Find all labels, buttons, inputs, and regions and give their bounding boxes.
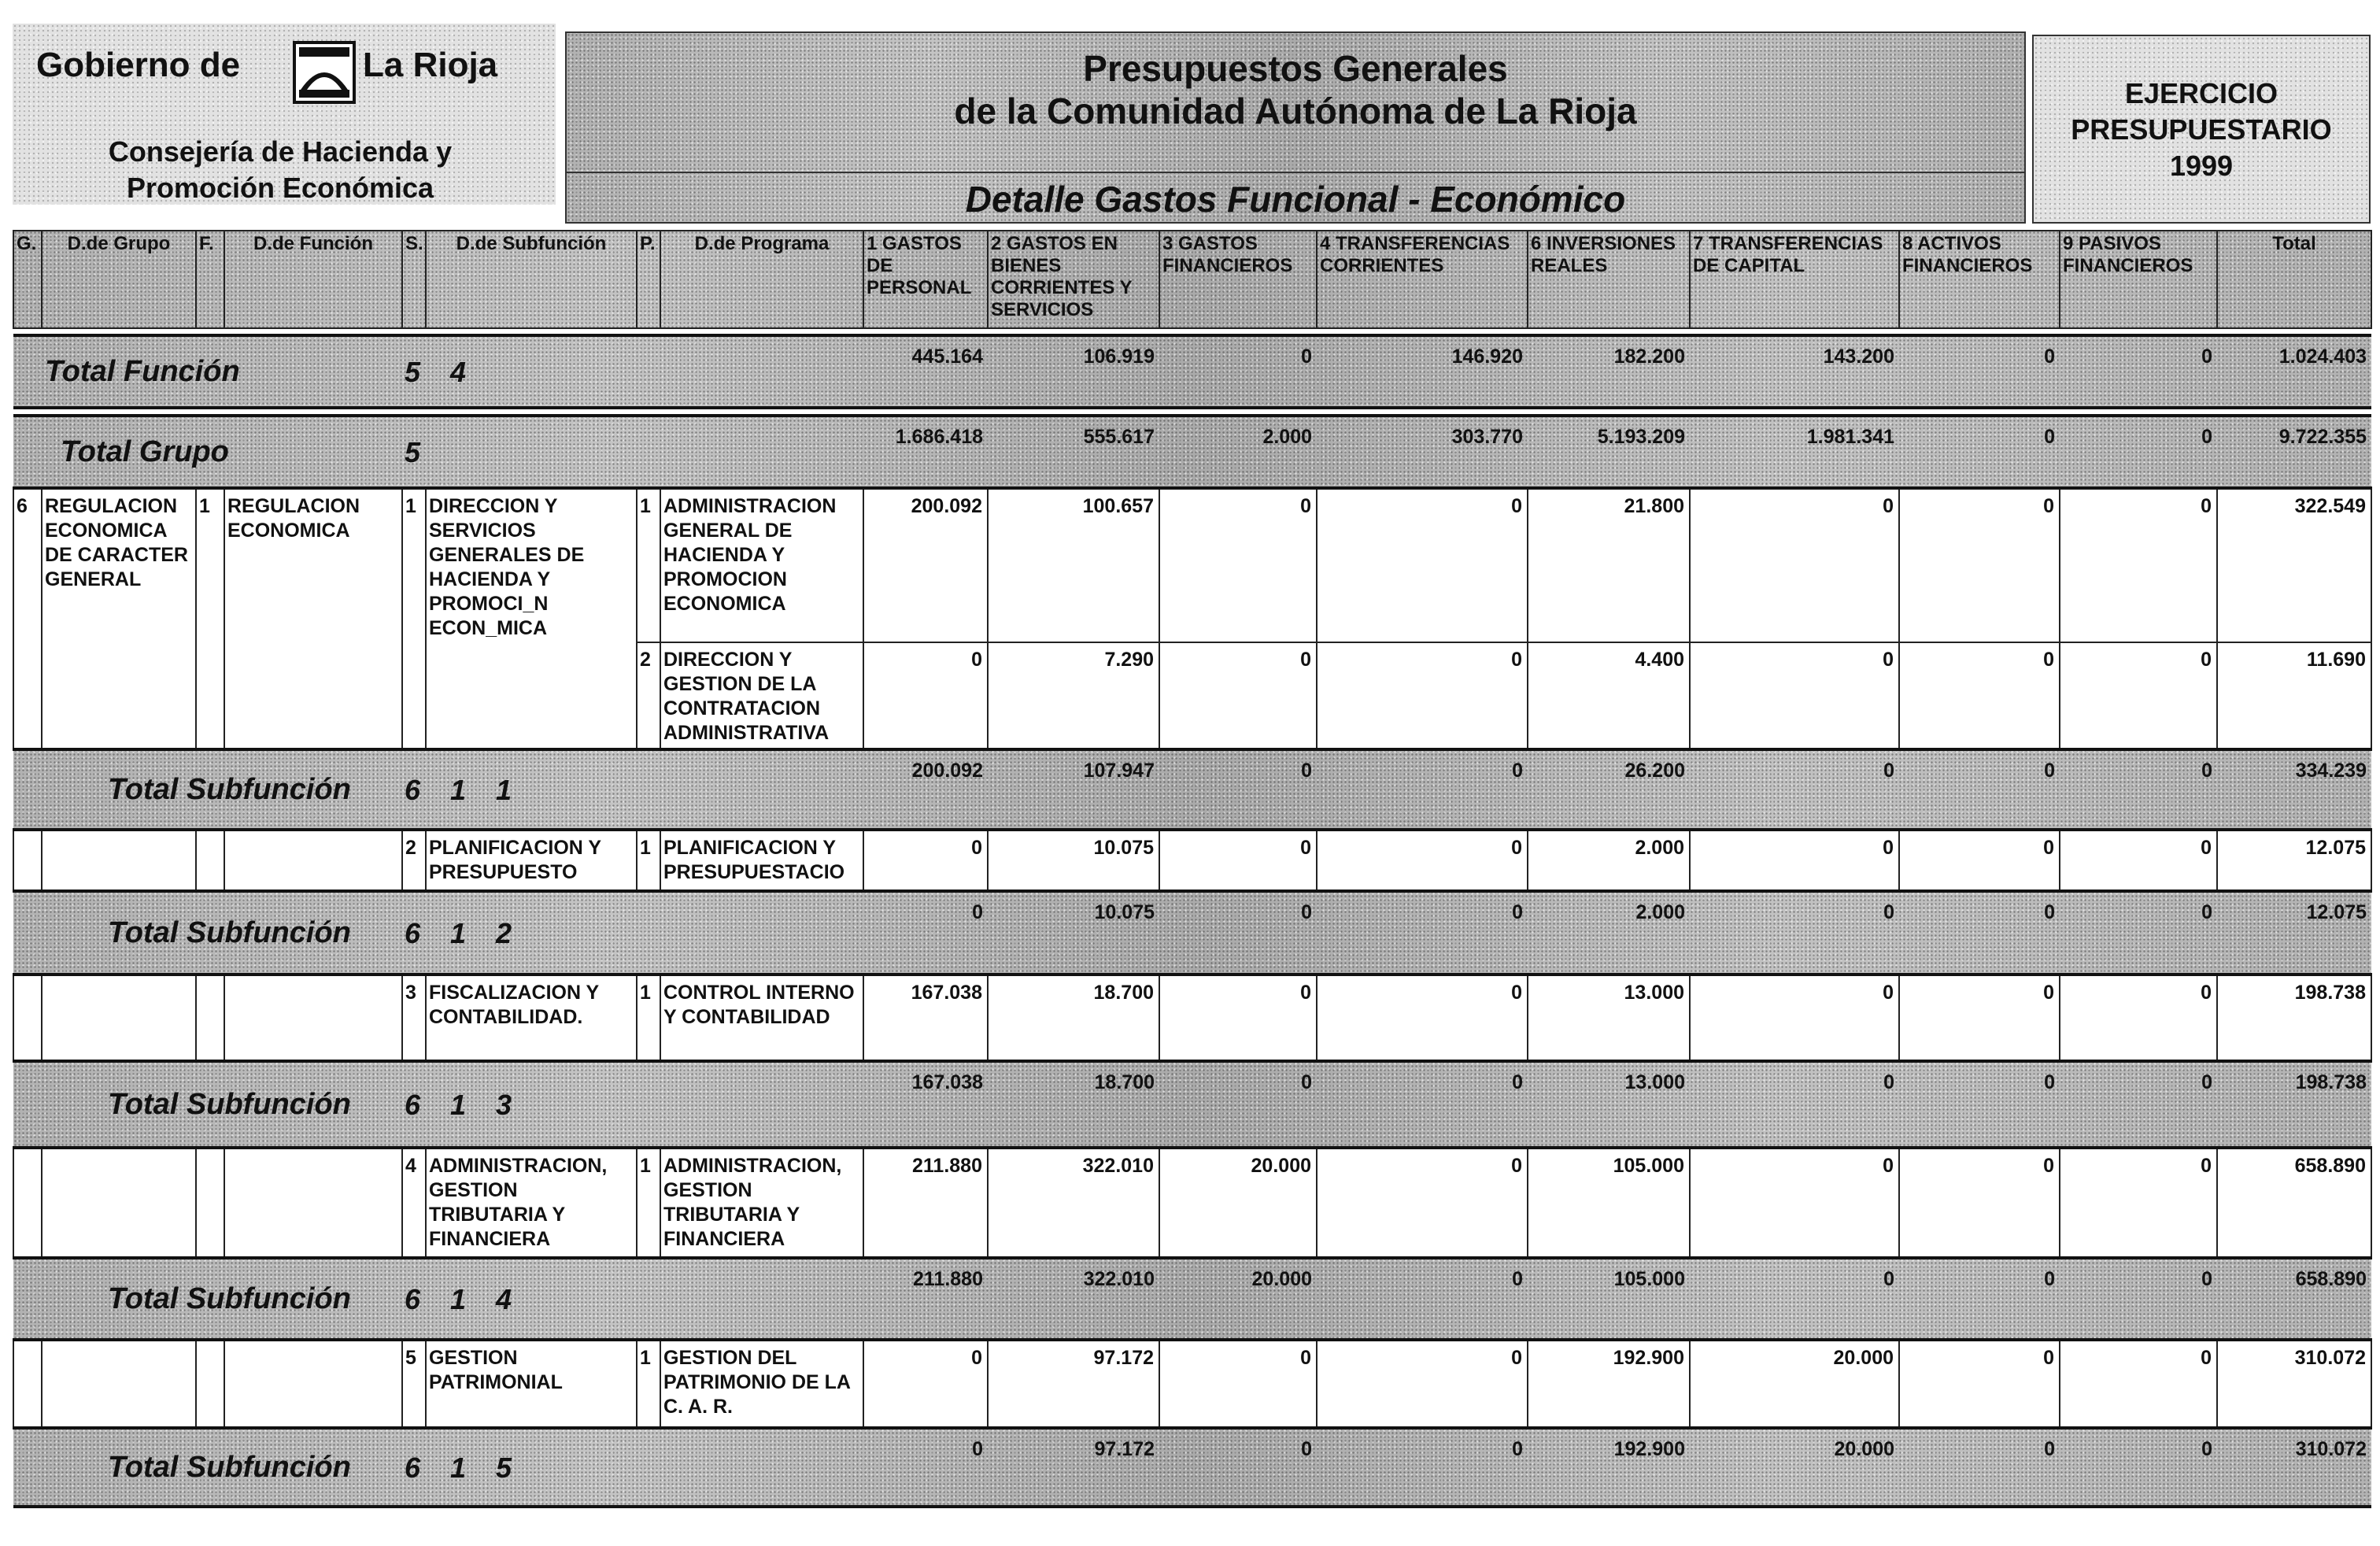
empty-cell <box>224 830 402 891</box>
total-cell: 105.000 <box>1528 1258 1690 1340</box>
empty-cell <box>224 1148 402 1258</box>
total-cell: 107.947 <box>988 749 1159 830</box>
total-cell: 0 <box>2060 891 2217 975</box>
program-code: 1 <box>637 488 660 642</box>
empty-cell <box>196 1340 224 1428</box>
col-pasivos-financieros: 9 PASIVOS FINANCIEROS <box>2060 231 2217 328</box>
consejeria-line-1: Consejería de Hacienda y <box>108 135 453 168</box>
value-cell: 10.075 <box>988 830 1159 891</box>
total-cell: 0 <box>1899 1061 2060 1148</box>
col-gastos-bienes: 2 GASTOS EN BIENES CORRIENTES Y SERVICIOS <box>988 231 1159 328</box>
title-line-2: de la Comunidad Autónoma de La Rioja <box>954 91 1637 131</box>
value-cell: 0 <box>1899 488 2060 642</box>
total-grupo-row <box>13 416 2371 488</box>
value-cell: 0 <box>2060 1340 2217 1428</box>
total-cell: 0 <box>2060 1061 2217 1148</box>
title-line-1: Presupuestos Generales <box>1083 48 1508 89</box>
table-row <box>13 488 2371 642</box>
value-cell: 0 <box>2060 488 2217 642</box>
value-cell: 211.880 <box>863 1148 988 1258</box>
subfunction-description: GESTION PATRIMONIAL <box>426 1340 637 1428</box>
total-row-codes: 6 1 5 <box>402 1428 863 1507</box>
total-funcion-row <box>13 335 2371 408</box>
program-description: CONTROL INTERNO Y CONTABILIDAD <box>660 975 863 1061</box>
subfunction-code: 1 <box>402 488 426 749</box>
total-cell: 143.200 <box>1690 335 1899 408</box>
value-cell: 0 <box>1159 642 1317 749</box>
program-code: 1 <box>637 975 660 1061</box>
total-cell: 0 <box>1899 749 2060 830</box>
total-cell: 445.164 <box>863 335 988 408</box>
total-cell: 198.738 <box>2217 1061 2371 1148</box>
la-rioja-logo-icon <box>293 41 356 104</box>
total-row-label: Total Subfunción <box>13 891 402 975</box>
total-cell: 0 <box>1899 1428 2060 1507</box>
total-cell: 0 <box>1159 749 1317 830</box>
consejeria-text <box>44 134 516 206</box>
total-cell: 1.686.418 <box>863 416 988 488</box>
col-activos-financieros: 8 ACTIVOS FINANCIEROS <box>1899 231 2060 328</box>
value-cell: 11.690 <box>2217 642 2371 749</box>
total-row-codes: 6 1 2 <box>402 891 863 975</box>
value-cell: 0 <box>1159 1340 1317 1428</box>
total-row-label: Total Subfunción <box>13 1258 402 1340</box>
total-cell: 0 <box>1317 749 1528 830</box>
program-code: 1 <box>637 1340 660 1428</box>
total-cell: 182.200 <box>1528 335 1690 408</box>
col-gastos-financieros: 3 GASTOS FINANCIEROS <box>1159 231 1317 328</box>
value-cell: 21.800 <box>1528 488 1690 642</box>
ejercicio-line-1: EJERCICIO <box>2124 77 2278 109</box>
col-g: G. <box>13 231 42 328</box>
subfunction-description: PLANIFICACION Y PRESUPUESTO <box>426 830 637 891</box>
total-cell: 2.000 <box>1528 891 1690 975</box>
value-cell: 198.738 <box>2217 975 2371 1061</box>
ejercicio-line-2: PRESUPUESTARIO <box>2071 113 2332 146</box>
total-cell: 0 <box>1159 1428 1317 1507</box>
total-subfuncion-row <box>13 1428 2371 1507</box>
value-cell: 192.900 <box>1528 1340 1690 1428</box>
column-header-row <box>13 231 2371 328</box>
total-cell: 5.193.209 <box>1528 416 1690 488</box>
value-cell: 0 <box>1899 1340 2060 1428</box>
group-code: 6 <box>13 488 42 749</box>
total-subfuncion-row <box>13 749 2371 830</box>
value-cell: 0 <box>1690 830 1899 891</box>
value-cell: 0 <box>1159 488 1317 642</box>
consejeria-line-2: Promoción Económica <box>126 172 434 204</box>
col-transferencias-capital: 7 TRANSFERENCIAS DE CAPITAL <box>1690 231 1899 328</box>
total-row-label: Total Función <box>13 335 402 408</box>
table-row <box>13 975 2371 1061</box>
header-fiscal-year <box>2032 35 2371 224</box>
total-cell: 310.072 <box>2217 1428 2371 1507</box>
subfunction-description: FISCALIZACION Y CONTABILIDAD. <box>426 975 637 1061</box>
value-cell: 0 <box>2060 1148 2217 1258</box>
total-row-codes: 5 <box>402 416 863 488</box>
value-cell: 322.010 <box>988 1148 1159 1258</box>
empty-cell <box>196 830 224 891</box>
total-cell: 1.981.341 <box>1690 416 1899 488</box>
total-cell: 192.900 <box>1528 1428 1690 1507</box>
value-cell: 0 <box>1159 830 1317 891</box>
empty-cell <box>224 975 402 1061</box>
value-cell: 0 <box>1690 642 1899 749</box>
empty-cell <box>224 1340 402 1428</box>
gobierno-text: Gobierno de <box>36 46 241 84</box>
total-cell: 167.038 <box>863 1061 988 1148</box>
program-description: PLANIFICACION Y PRESUPUESTACIO <box>660 830 863 891</box>
value-cell: 20.000 <box>1690 1340 1899 1428</box>
total-cell: 211.880 <box>863 1258 988 1340</box>
value-cell: 18.700 <box>988 975 1159 1061</box>
table-row <box>13 1148 2371 1258</box>
budget-page <box>13 24 2371 1543</box>
group-description: REGULACION ECONOMICA DE CARACTER GENERAL <box>42 488 196 749</box>
total-cell: 658.890 <box>2217 1258 2371 1340</box>
total-cell: 0 <box>1690 1061 1899 1148</box>
col-inversiones-reales: 6 INVERSIONES REALES <box>1528 231 1690 328</box>
value-cell: 0 <box>1899 975 2060 1061</box>
value-cell: 0 <box>1690 488 1899 642</box>
value-cell: 167.038 <box>863 975 988 1061</box>
subfunction-code: 5 <box>402 1340 426 1428</box>
value-cell: 0 <box>2060 830 2217 891</box>
total-cell: 555.617 <box>988 416 1159 488</box>
col-d-grupo: D.de Grupo <box>42 231 196 328</box>
total-cell: 26.200 <box>1528 749 1690 830</box>
ejercicio-label <box>2034 76 2369 184</box>
program-description: GESTION DEL PATRIMONIO DE LA C. A. R. <box>660 1340 863 1428</box>
value-cell: 0 <box>1899 642 2060 749</box>
col-d-funcion: D.de Función <box>224 231 402 328</box>
empty-cell <box>42 1340 196 1428</box>
total-cell: 0 <box>1899 335 2060 408</box>
value-cell: 0 <box>1317 830 1528 891</box>
total-cell: 0 <box>1317 1061 1528 1148</box>
program-code: 1 <box>637 830 660 891</box>
value-cell: 100.657 <box>988 488 1159 642</box>
total-cell: 0 <box>1690 1258 1899 1340</box>
value-cell: 4.400 <box>1528 642 1690 749</box>
total-cell: 0 <box>2060 335 2217 408</box>
total-cell: 0 <box>2060 416 2217 488</box>
la-rioja-text: La Rioja <box>363 46 498 84</box>
header-title-block <box>565 31 2026 224</box>
value-cell: 0 <box>1899 830 2060 891</box>
total-cell: 18.700 <box>988 1061 1159 1148</box>
total-cell: 20.000 <box>1690 1428 1899 1507</box>
total-cell: 0 <box>1159 1061 1317 1148</box>
empty-cell <box>42 1148 196 1258</box>
program-description: DIRECCION Y GESTION DE LA CONTRATACION ADMINISTRATIVA <box>660 642 863 749</box>
value-cell: 20.000 <box>1159 1148 1317 1258</box>
value-cell: 0 <box>863 1340 988 1428</box>
value-cell: 105.000 <box>1528 1148 1690 1258</box>
total-cell: 97.172 <box>988 1428 1159 1507</box>
col-total: Total <box>2217 231 2371 328</box>
value-cell: 658.890 <box>2217 1148 2371 1258</box>
col-transferencias-corrientes: 4 TRANSFERENCIAS CORRIENTES <box>1317 231 1528 328</box>
value-cell: 0 <box>2060 975 2217 1061</box>
total-cell: 10.075 <box>988 891 1159 975</box>
total-cell: 0 <box>863 891 988 975</box>
total-cell: 20.000 <box>1159 1258 1317 1340</box>
value-cell: 0 <box>1317 488 1528 642</box>
value-cell: 0 <box>863 642 988 749</box>
function-code: 1 <box>196 488 224 749</box>
total-cell: 0 <box>1690 891 1899 975</box>
value-cell: 0 <box>863 830 988 891</box>
document-title <box>567 47 2024 132</box>
value-cell: 0 <box>1317 642 1528 749</box>
table-row <box>13 1340 2371 1428</box>
col-f: F. <box>196 231 224 328</box>
value-cell: 0 <box>1317 1340 1528 1428</box>
total-subfuncion-row <box>13 1258 2371 1340</box>
value-cell: 0 <box>1317 1148 1528 1258</box>
total-cell: 0 <box>863 1428 988 1507</box>
value-cell: 0 <box>1317 975 1528 1061</box>
total-subfuncion-row <box>13 891 2371 975</box>
value-cell: 0 <box>2060 642 2217 749</box>
total-cell: 0 <box>1690 749 1899 830</box>
value-cell: 0 <box>1690 1148 1899 1258</box>
total-cell: 106.919 <box>988 335 1159 408</box>
program-description: ADMINISTRACION, GESTION TRIBUTARIA Y FINANCIERA <box>660 1148 863 1258</box>
total-cell: 0 <box>1899 891 2060 975</box>
total-row-label: Total Subfunción <box>13 1061 402 1148</box>
document-subtitle: Detalle Gastos Funcional - Económico <box>965 179 1626 220</box>
total-cell: 0 <box>2060 1258 2217 1340</box>
total-cell: 0 <box>2060 1428 2217 1507</box>
total-row-label: Total Grupo <box>13 416 402 488</box>
value-cell: 0 <box>1159 975 1317 1061</box>
empty-cell <box>13 1148 42 1258</box>
total-cell: 303.770 <box>1317 416 1528 488</box>
value-cell: 322.549 <box>2217 488 2371 642</box>
total-cell: 0 <box>1317 1258 1528 1340</box>
table-row <box>13 830 2371 891</box>
total-subfuncion-row <box>13 1061 2371 1148</box>
empty-cell <box>196 975 224 1061</box>
title-divider <box>567 172 2024 173</box>
program-code: 1 <box>637 1148 660 1258</box>
program-description: ADMINISTRACION GENERAL DE HACIENDA Y PROMOCION ECONOMICA <box>660 488 863 642</box>
total-cell: 334.239 <box>2217 749 2371 830</box>
total-row-codes: 6 1 1 <box>402 749 863 830</box>
total-cell: 13.000 <box>1528 1061 1690 1148</box>
value-cell: 310.072 <box>2217 1340 2371 1428</box>
empty-cell <box>13 975 42 1061</box>
col-p: P. <box>637 231 660 328</box>
col-d-subfuncion: D.de Subfunción <box>426 231 637 328</box>
budget-table <box>13 230 2371 1508</box>
header-institution <box>13 24 556 205</box>
program-code: 2 <box>637 642 660 749</box>
subfunction-code: 3 <box>402 975 426 1061</box>
empty-cell <box>42 975 196 1061</box>
subfunction-description: DIRECCION Y SERVICIOS GENERALES DE HACIENDA Y PROMOCI_N ECON_MICA <box>426 488 637 749</box>
total-row-label: Total Subfunción <box>13 1428 402 1507</box>
total-row-label: Total Subfunción <box>13 749 402 830</box>
total-cell: 200.092 <box>863 749 988 830</box>
col-d-programa: D.de Programa <box>660 231 863 328</box>
subfunction-code: 2 <box>402 830 426 891</box>
value-cell: 7.290 <box>988 642 1159 749</box>
subfunction-code: 4 <box>402 1148 426 1258</box>
total-cell: 322.010 <box>988 1258 1159 1340</box>
empty-cell <box>42 830 196 891</box>
value-cell: 2.000 <box>1528 830 1690 891</box>
total-row-codes: 6 1 3 <box>402 1061 863 1148</box>
total-cell: 0 <box>2060 749 2217 830</box>
subfunction-description: ADMINISTRACION, GESTION TRIBUTARIA Y FINANCIERA <box>426 1148 637 1258</box>
value-cell: 0 <box>1899 1148 2060 1258</box>
empty-cell <box>13 830 42 891</box>
col-gastos-personal: 1 GASTOS DE PERSONAL <box>863 231 988 328</box>
fiscal-year: 1999 <box>2169 150 2234 182</box>
total-row-codes: 5 4 <box>402 335 863 408</box>
value-cell: 0 <box>1690 975 1899 1061</box>
empty-cell <box>196 1148 224 1258</box>
col-s: S. <box>402 231 426 328</box>
total-cell: 1.024.403 <box>2217 335 2371 408</box>
value-cell: 12.075 <box>2217 830 2371 891</box>
function-description: REGULACION ECONOMICA <box>224 488 402 749</box>
total-row-codes: 6 1 4 <box>402 1258 863 1340</box>
total-cell: 0 <box>1899 416 2060 488</box>
total-cell: 9.722.355 <box>2217 416 2371 488</box>
total-cell: 146.920 <box>1317 335 1528 408</box>
empty-cell <box>13 1340 42 1428</box>
value-cell: 13.000 <box>1528 975 1690 1061</box>
total-cell: 2.000 <box>1159 416 1317 488</box>
total-cell: 0 <box>1317 1428 1528 1507</box>
total-cell: 0 <box>1159 335 1317 408</box>
value-cell: 200.092 <box>863 488 988 642</box>
total-cell: 0 <box>1159 891 1317 975</box>
total-cell: 12.075 <box>2217 891 2371 975</box>
value-cell: 97.172 <box>988 1340 1159 1428</box>
total-cell: 0 <box>1899 1258 2060 1340</box>
total-cell: 0 <box>1317 891 1528 975</box>
